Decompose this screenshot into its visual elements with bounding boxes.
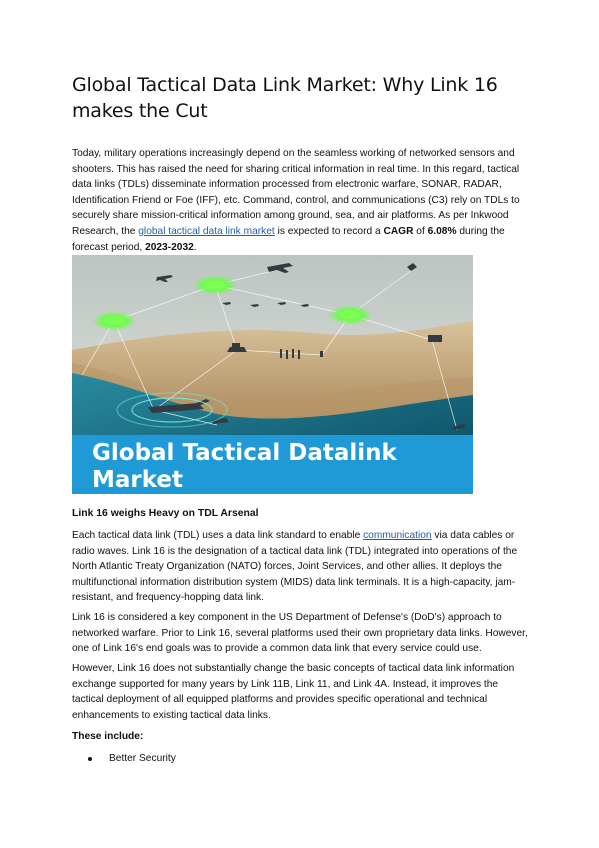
intro-paragraph — [72, 146, 530, 255]
forecast-period: 2023-2032 — [145, 241, 194, 253]
page-title: Global Tactical Data Link Market: Why Link 16 makes the Cut — [72, 74, 498, 122]
dod-paragraph: Link 16 is considered a key component in the US Department of Defense's (DoD's) approach to networked warfare. Prior to Link 16, several platforms used their own proprietary data links. However, one of Link 16's end goals was to provide a common data link that every service could use. — [72, 612, 528, 655]
intro-text-3: of — [413, 225, 428, 237]
p2-text-1: Each tactical data link (TDL) uses a data link standard to enable — [72, 530, 364, 541]
cagr-value: 6.08% — [427, 225, 457, 237]
bullet-icon — [88, 757, 92, 761]
list-item — [88, 751, 176, 767]
hero-image — [72, 255, 473, 494]
banner-title-line1: Global Tactical Datalink — [92, 440, 397, 466]
cagr-label: CAGR — [383, 225, 414, 237]
intro-text-5: . — [193, 241, 197, 253]
intro-text-1: Today, military operations increasingly depend on the seamless working of networked sensors and shooters. This has raised the need for sharing critical information in real time. In this regard, tactical data links (TDLs) disseminate information processed from electronic warfare, SONAR, RADAR, Identification Friend or Foe (IFF), etc. Command, control, and communications (C3) rely on TDLs to securely share mission-critical information among ground, sea, and air platforms. As per Inkwood Research, the — [72, 148, 520, 237]
link16-paragraph — [72, 528, 530, 606]
communication-link[interactable]: communication — [363, 530, 432, 541]
section-heading: Link 16 weighs Heavy on TDL Arsenal — [72, 508, 259, 519]
list-item-label: Better Security — [109, 753, 176, 764]
benefits-list — [88, 751, 176, 767]
market-link[interactable]: global tactical data link market — [138, 225, 275, 237]
intro-text-2: is expected to record a — [274, 225, 384, 237]
list-intro: These include: — [72, 731, 144, 742]
enhancements-paragraph: However, Link 16 does not substantially change the basic concepts of tactical data link information exchange supported for many years by Link 11B, Link 11, and Link 4A. Instead, it improves the tactical deployment of all equipped platforms and provides specific operational and technical enhancements to existing tactical data links. — [72, 663, 515, 721]
p2-text-2: via data cables or radio waves. Link 16 is the designation of a tactical data link (TDL) integrated into operations of the North Atlantic Treaty Organization (NATO) forces, Joint Services, and other allies. It deploys the multifunctional information distribution system (MIDS) data link terminals. It is a high-capacity, jam-resistant, and frequency-hopping data link. — [72, 530, 518, 604]
banner-title-line2: Market — [92, 467, 184, 493]
intro-text-4: during the forecast period, — [72, 225, 505, 253]
